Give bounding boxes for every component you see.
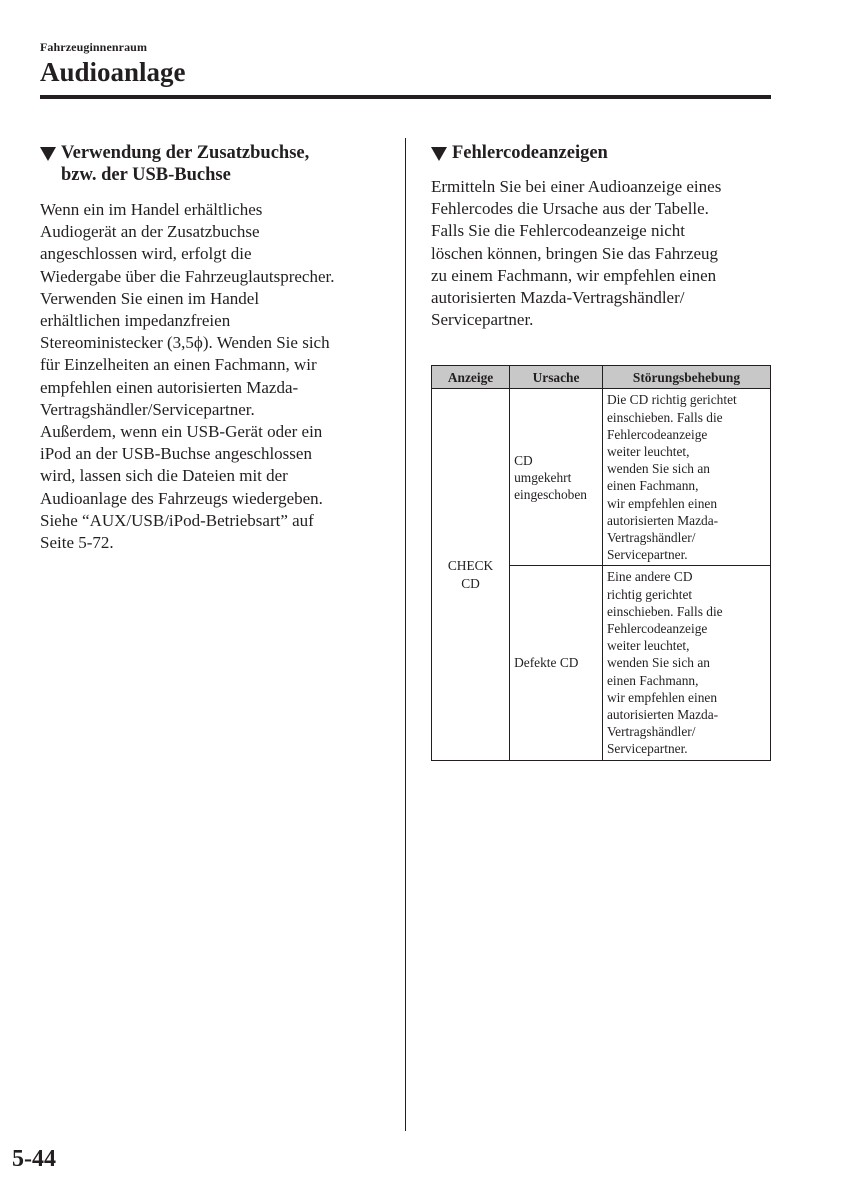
cause-line: eingeschoben [514, 487, 587, 503]
text-line: erhältlichen impedanzfreien [40, 311, 231, 331]
remedy-line: Fehlercodeanzeige [606, 621, 708, 637]
text-line: Audiogerät an der Zusatzbuchse [40, 222, 260, 242]
remedy-line: autorisierten Mazda- [606, 707, 719, 723]
error-codes-heading-text: Fehlercodeanzeigen [452, 143, 608, 163]
remedy-line: weiter leuchtet, [606, 638, 690, 654]
text-line: für Einzelheiten an einen Fachmann, wir [40, 355, 317, 375]
remedy-line: wir empfehlen einen [606, 495, 718, 511]
remedy-line: richtig gerichtet [606, 586, 693, 602]
text-line: iPod an der USB-Buchse angeschlossen [40, 444, 312, 464]
cause-line: umgekehrt [514, 469, 572, 485]
text-line: Vertragshändler/Servicepartner. [40, 399, 255, 419]
remedy-line: einschieben. Falls die [606, 409, 723, 425]
table-row [432, 389, 771, 566]
error-codes-heading [431, 142, 776, 164]
text-line: Audioanlage des Fahrzeugs wiedergeben. [40, 488, 323, 508]
text-line: Außerdem, wenn ein USB-Gerät oder ein [40, 422, 323, 442]
text-line: angeschlossen wird, erfolgt die [40, 244, 252, 264]
text-line: Ermitteln Sie bei einer Audioanzeige eines [431, 177, 722, 196]
remedy-cell [602, 566, 770, 760]
text-line: wird, lassen sich die Dateien mit der [40, 466, 288, 486]
page-number: 5-44 [12, 1146, 56, 1172]
text-line: Stereoministecker (3,5ϕ). Wenden Sie sich [40, 333, 330, 353]
column-header-display: Anzeige [432, 366, 510, 389]
display-line: CD [461, 575, 480, 591]
remedy-line: Servicepartner. [606, 741, 688, 757]
error-code-table [431, 365, 771, 760]
text-line: Falls Sie die Fehlercodeanzeige nicht [431, 221, 685, 241]
remedy-line: einen Fachmann, [606, 672, 699, 688]
page-title: Audioanlage [40, 57, 186, 87]
aux-usb-heading-line2: bzw. der USB-Buchse [61, 165, 231, 185]
text-line: Verwenden Sie einen im Handel [40, 288, 260, 308]
cause-line: CD [514, 452, 533, 468]
remedy-line: Servicepartner. [606, 547, 688, 563]
aux-usb-heading-line1: Verwendung der Zusatzbuchse, [61, 143, 310, 163]
remedy-line: weiter leuchtet, [606, 444, 690, 460]
text-line: zu einem Fachmann, wir empfehlen einen [431, 265, 717, 285]
table-header-row [432, 366, 771, 389]
column-divider [405, 138, 406, 1131]
text-line: Wenn ein im Handel erhältliches [40, 200, 263, 219]
text-line: autorisierten Mazda-Vertragshändler/ [431, 288, 685, 308]
cause-cell [510, 389, 603, 566]
right-column [431, 142, 776, 761]
aux-usb-paragraph [40, 199, 392, 554]
remedy-line: Eine andere CD [606, 569, 693, 585]
remedy-line: Fehlercodeanzeige [606, 426, 708, 442]
column-header-remedy: Störungsbehebung [602, 366, 770, 389]
left-column [40, 142, 392, 554]
title-rule [40, 95, 771, 99]
error-codes-paragraph [431, 176, 776, 331]
remedy-line: Die CD richtig gerichtet [606, 392, 737, 408]
remedy-line: einschieben. Falls die [606, 603, 723, 619]
display-cell [432, 389, 510, 760]
text-line: Siehe “AUX/USB/iPod-Betriebsart” auf [40, 510, 314, 530]
triangle-down-icon [431, 147, 447, 161]
text-line: Servicepartner. [431, 310, 534, 330]
triangle-down-icon [40, 147, 56, 161]
remedy-line: einen Fachmann, [606, 478, 699, 494]
text-line: empfehlen einen autorisierten Mazda- [40, 377, 299, 397]
display-line: CHECK [447, 558, 494, 574]
remedy-line: Vertragshändler/ [606, 530, 696, 546]
remedy-cell [602, 389, 770, 566]
cause-cell [510, 566, 603, 760]
cause-line: Defekte CD [514, 655, 579, 671]
remedy-line: autorisierten Mazda- [606, 512, 719, 528]
column-header-cause: Ursache [510, 366, 603, 389]
remedy-line: wir empfehlen einen [606, 689, 718, 705]
text-line: Seite 5-72. [40, 533, 114, 553]
section-label: Fahrzeuginnenraum [40, 40, 148, 54]
remedy-line: wenden Sie sich an [606, 461, 710, 477]
remedy-line: Vertragshändler/ [606, 724, 696, 740]
aux-usb-heading [40, 142, 392, 186]
text-line: Wiedergabe über die Fahrzeuglautsprecher. [40, 266, 335, 286]
text-line: löschen können, bringen Sie das Fahrzeug [431, 243, 719, 263]
remedy-line: wenden Sie sich an [606, 655, 710, 671]
text-line: Fehlercodes die Ursache aus der Tabelle. [431, 199, 709, 219]
